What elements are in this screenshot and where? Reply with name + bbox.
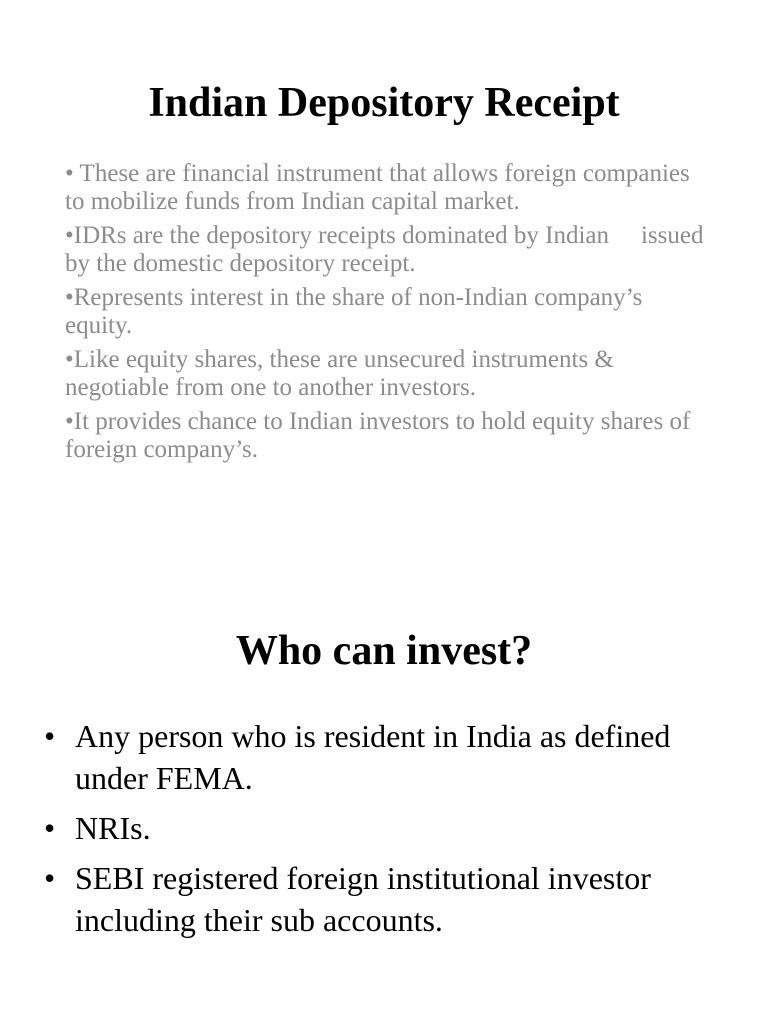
- investor-bullet-list: [44, 715, 734, 949]
- slide-who-can-invest: [0, 600, 768, 1024]
- list-item: •IDRs are the depository receipts dominated by Indian issued by the domestic depository receipt.: [65, 222, 678, 277]
- bullet-icon: •: [44, 810, 56, 846]
- list-item: [44, 857, 734, 941]
- bullet-icon: •: [44, 718, 56, 754]
- slide-title: Who can invest?: [235, 628, 533, 674]
- idr-bullet-list: [65, 160, 705, 470]
- bullet-icon: •: [44, 860, 56, 896]
- list-item: • These are financial instrument that allows foreign companies to mobilize funds from Indian capital market.: [65, 160, 690, 215]
- slide-title: Indian Depository Receipt: [148, 80, 620, 126]
- list-item-text: NRIs.: [75, 810, 151, 846]
- list-item: •It provides chance to Indian investors to hold equity shares of foreign company’s.: [65, 408, 691, 463]
- list-item-text: SEBI registered foreign institutional investor including their sub accounts.: [75, 860, 651, 938]
- list-item: •Like equity shares, these are unsecured instruments & negotiable from one to another investors.: [65, 346, 614, 401]
- list-item: [44, 807, 734, 849]
- list-item: [44, 715, 734, 799]
- list-item: •Represents interest in the share of non-Indian company’s equity.: [65, 284, 643, 339]
- list-item-text: Any person who is resident in India as defined under FEMA.: [75, 718, 671, 796]
